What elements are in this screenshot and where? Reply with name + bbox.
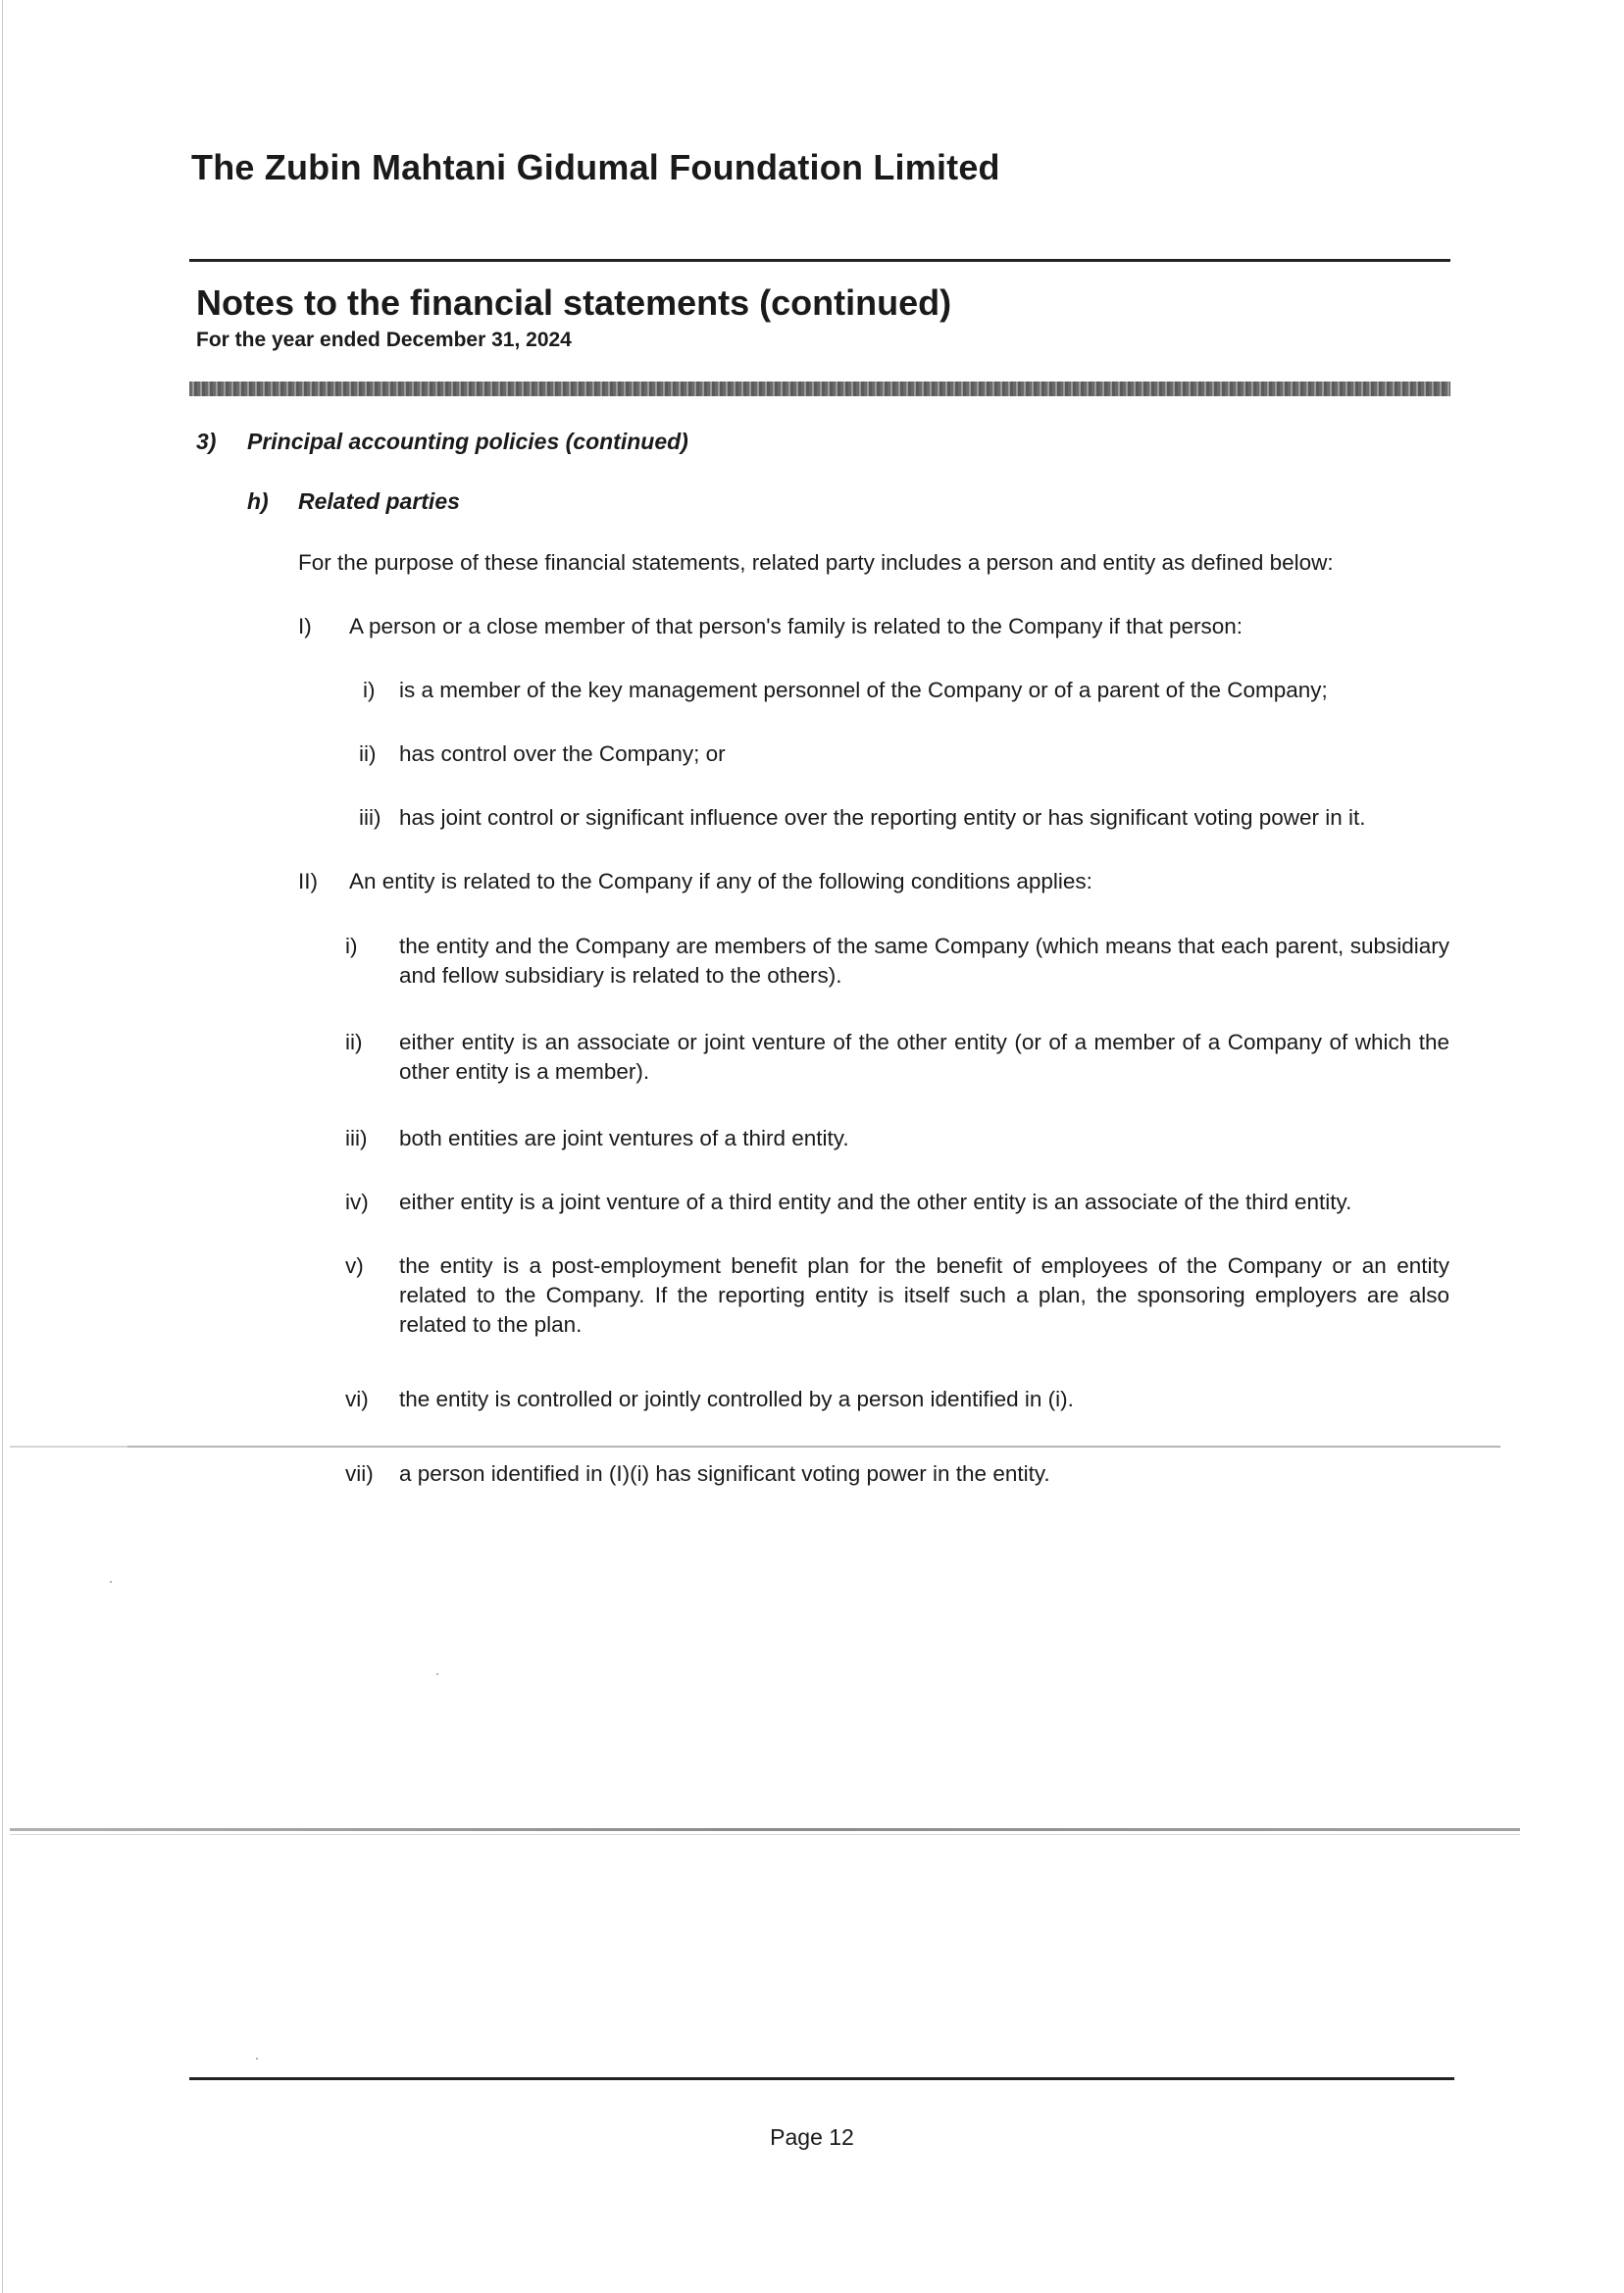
scan-speck (436, 1673, 438, 1675)
list-item-label: v) (345, 1253, 364, 1278)
list-item-label: i) (363, 678, 376, 702)
list-item-label: i) (345, 934, 358, 958)
note-number: 3) (196, 429, 217, 454)
period-subtitle: For the year ended December 31, 2024 (196, 329, 572, 351)
scan-divider-line (10, 1446, 1500, 1448)
part-two-text: An entity is related to the Company if any of the following conditions applies: (349, 869, 1092, 893)
part-two-label: II) (298, 869, 318, 893)
list-item-label: iii) (345, 1126, 368, 1150)
intro-paragraph: For the purpose of these financial statements, related party includes a person and entity as defined below: (298, 550, 1334, 575)
list-item-text: the entity is controlled or jointly controlled by a person identified in (i). (399, 1387, 1074, 1411)
list-item-text: the entity is a post-employment benefit plan for the benefit of employees of the Company or an entity related to the Company. If the reporting entity is itself such a plan, the sponsoring employers are also related to the plan. (399, 1253, 1449, 1337)
subsection-title: Related parties (298, 488, 460, 514)
note-heading (196, 429, 688, 455)
list-item-text: a person identified in (I)(i) has significant voting power in the entity. (399, 1461, 1050, 1486)
list-item-text: both entities are joint ventures of a third entity. (399, 1126, 849, 1150)
page-number: Page 12 (770, 2124, 854, 2150)
note-title: Principal accounting policies (continued) (247, 429, 688, 454)
list-item-label: ii) (345, 1030, 363, 1054)
list-item-text: either entity is a joint venture of a third entity and the other entity is an associate of the third entity. (399, 1190, 1352, 1214)
list-item-label: vi) (345, 1387, 369, 1411)
part-one-text: A person or a close member of that person's family is related to the Company if that person: (349, 614, 1243, 638)
footer-rule (189, 2077, 1454, 2080)
scan-speck (256, 2058, 258, 2060)
scan-speck (110, 1581, 112, 1583)
part-one-label: I) (298, 614, 312, 638)
list-item-text: has joint control or significant influence over the reporting entity or has significant voting power in it. (399, 805, 1366, 830)
subsection-heading (247, 488, 460, 515)
header-band (189, 382, 1450, 396)
list-item-text: either entity is an associate or joint venture of the other entity (or of a member of a Company of which the other entity is a member). (399, 1030, 1449, 1084)
list-item-label: iv) (345, 1190, 369, 1214)
subsection-letter: h) (247, 488, 269, 514)
scan-edge (2, 0, 3, 2293)
list-item-label: iii) (359, 805, 381, 830)
section-title: Notes to the financial statements (continued) (196, 282, 952, 323)
list-item-text: is a member of the key management personnel of the Company or of a parent of the Company; (399, 678, 1328, 702)
scan-divider-line (10, 1834, 1520, 1835)
list-item-label: vii) (345, 1461, 374, 1486)
company-name: The Zubin Mahtani Gidumal Foundation Limited (191, 147, 1000, 187)
list-item-text: has control over the Company; or (399, 741, 726, 766)
list-item-text: the entity and the Company are members of the same Company (which means that each parent, subsidiary and fellow subsidiary is related to the others). (399, 934, 1449, 988)
list-item-label: ii) (359, 741, 377, 766)
scan-divider-line (10, 1828, 1520, 1831)
header-rule (189, 259, 1450, 262)
